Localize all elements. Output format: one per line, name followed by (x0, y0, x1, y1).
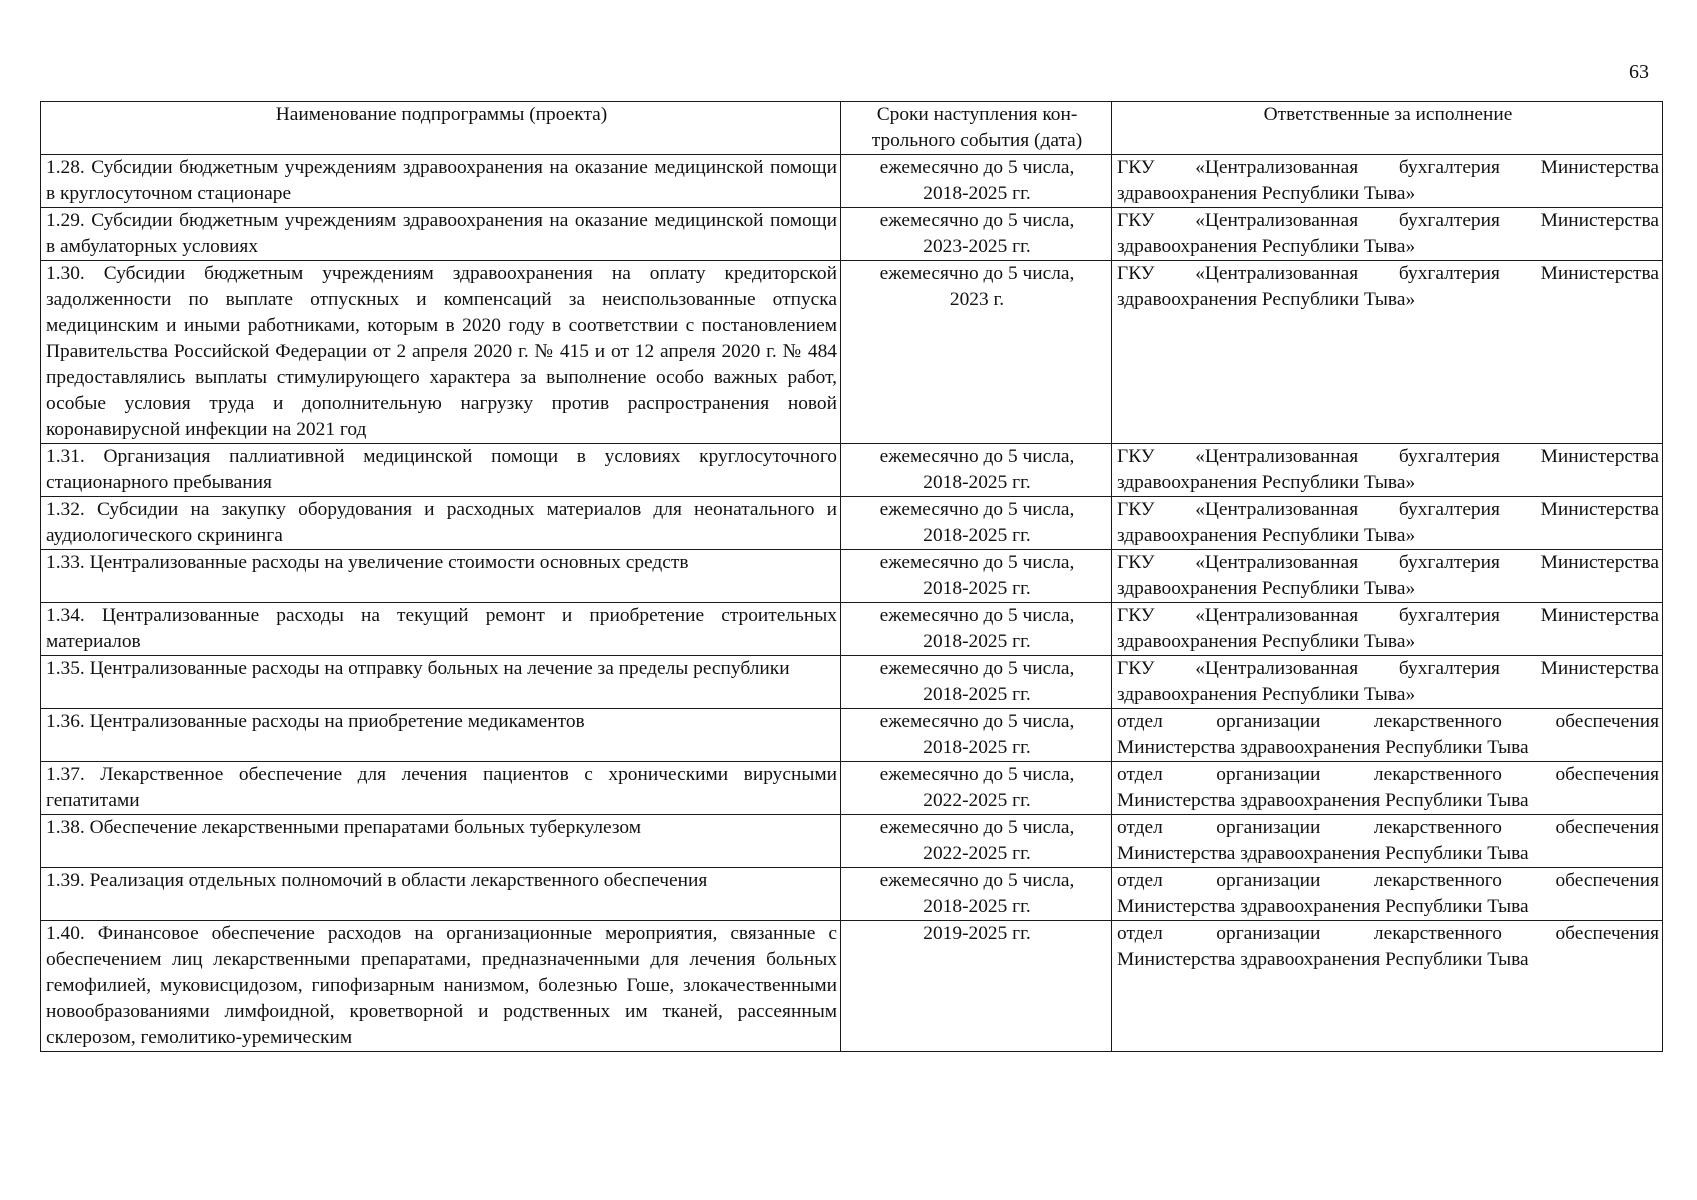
deadline-cell (841, 603, 1112, 656)
table-row (41, 656, 1663, 709)
header-responsible: Ответственные за исполнение (1112, 102, 1663, 155)
responsible-line-2: здравоохранения Республики Тыва» (1117, 684, 1416, 705)
responsible-line-2: здравоохранения Республики Тыва» (1117, 631, 1416, 652)
responsible-cell (1112, 444, 1663, 497)
responsible-line-1: отдел организации лекарственного обеспечения (1117, 711, 1659, 732)
table-row (41, 444, 1663, 497)
responsible-line-2: здравоохранения Республики Тыва» (1117, 525, 1416, 546)
deadline-line-2: 2022-2025 гг. (923, 790, 1031, 811)
responsible-line-2: Министерства здравоохранения Республики Тыва (1117, 896, 1529, 917)
header-term-line-1: Сроки наступления кон- (876, 104, 1078, 125)
responsible-line-2: Министерства здравоохранения Республики Тыва (1117, 949, 1529, 970)
responsible-line-1: ГКУ «Централизованная бухгалтерия Министерства (1117, 605, 1659, 626)
deadline-line-2: 2018-2025 гг. (923, 525, 1031, 546)
subprogram-name: 1.31. Организация паллиативной медицинской помощи в условиях круглосуточного стационарного пребывания (46, 446, 837, 493)
deadline-line-1: ежемесячно до 5 числа, (879, 157, 1075, 178)
deadline-line-1: ежемесячно до 5 числа, (879, 263, 1075, 284)
responsible-line-2: Министерства здравоохранения Республики Тыва (1117, 790, 1529, 811)
subprogram-name: 1.28. Субсидии бюджетным учреждениям здравоохранения на оказание медицинской помощи в круглосуточном стационаре (46, 157, 837, 204)
table-row (41, 762, 1663, 815)
subprogram-name-cell (41, 261, 841, 444)
table-row (41, 709, 1663, 762)
subprogram-name: 1.36. Централизованные расходы на приобретение медикаментов (46, 711, 585, 732)
deadline-line-2: 2018-2025 гг. (923, 896, 1031, 917)
subprogram-name-cell (41, 444, 841, 497)
subprogram-name-cell (41, 155, 841, 208)
deadline-line-1: ежемесячно до 5 числа, (879, 499, 1075, 520)
subprogram-name-cell (41, 709, 841, 762)
deadline-cell (841, 261, 1112, 444)
responsible-cell (1112, 815, 1663, 868)
deadline-line-2: 2018-2025 гг. (923, 578, 1031, 599)
responsible-cell (1112, 155, 1663, 208)
table-row (41, 208, 1663, 261)
deadline-line-1: ежемесячно до 5 числа, (879, 552, 1075, 573)
deadline-line-1: ежемесячно до 5 числа, (879, 446, 1075, 467)
deadline-line-2: 2023 г. (949, 289, 1005, 310)
table-header-row (41, 102, 1663, 155)
deadline-line-1: ежемесячно до 5 числа, (879, 870, 1075, 891)
subprogram-name-cell (41, 656, 841, 709)
subprogram-name-cell (41, 815, 841, 868)
table-row (41, 155, 1663, 208)
responsible-line-1: отдел организации лекарственного обеспечения (1117, 923, 1659, 944)
responsible-cell (1112, 656, 1663, 709)
table-body (41, 155, 1663, 1052)
deadline-line-2: 2018-2025 гг. (923, 183, 1031, 204)
subprogram-name-cell (41, 208, 841, 261)
subprogram-name: 1.38. Обеспечение лекарственными препаратами больных туберкулезом (46, 817, 641, 838)
subprogram-name: 1.35. Централизованные расходы на отправку больных на лечение за пределы республики (46, 658, 790, 679)
responsible-cell (1112, 497, 1663, 550)
deadline-line-1: ежемесячно до 5 числа, (879, 711, 1075, 732)
subprogram-name: 1.33. Централизованные расходы на увеличение стоимости основных средств (46, 552, 689, 573)
subprogram-name: 1.34. Централизованные расходы на текущий ремонт и приобретение строительных материалов (46, 605, 837, 652)
deadline-line-2: 2022-2025 гг. (923, 843, 1031, 864)
deadline-cell (841, 921, 1112, 1052)
subprogram-name: 1.32. Субсидии на закупку оборудования и расходных материалов для неонатального и аудиологического скрининга (46, 499, 837, 546)
responsible-line-2: Министерства здравоохранения Республики Тыва (1117, 843, 1529, 864)
table-row (41, 497, 1663, 550)
deadline-cell (841, 709, 1112, 762)
responsible-cell (1112, 208, 1663, 261)
responsible-line-2: здравоохранения Республики Тыва» (1117, 578, 1416, 599)
responsible-cell (1112, 550, 1663, 603)
responsible-line-1: отдел организации лекарственного обеспечения (1117, 870, 1659, 891)
responsible-line-1: ГКУ «Централизованная бухгалтерия Министерства (1117, 210, 1659, 231)
deadline-line-1: ежемесячно до 5 числа, (879, 817, 1075, 838)
responsible-line-2: Министерства здравоохранения Республики Тыва (1117, 737, 1529, 758)
subprogram-name-cell (41, 550, 841, 603)
responsible-cell (1112, 762, 1663, 815)
responsible-line-2: здравоохранения Республики Тыва» (1117, 472, 1416, 493)
subprogram-name-cell (41, 762, 841, 815)
subprogram-name: 1.37. Лекарственное обеспечение для лечения пациентов с хроническими вирусными гепатитами (46, 764, 837, 811)
deadline-cell (841, 155, 1112, 208)
table-row (41, 921, 1663, 1052)
header-name: Наименование подпрограммы (проекта) (41, 102, 841, 155)
deadline-cell (841, 762, 1112, 815)
deadline-line-2: 2018-2025 гг. (923, 737, 1031, 758)
deadline-line-1: ежемесячно до 5 числа, (879, 658, 1075, 679)
deadline-line-2: 2023-2025 гг. (923, 236, 1031, 257)
responsible-line-1: ГКУ «Централизованная бухгалтерия Министерства (1117, 552, 1659, 573)
responsible-line-1: ГКУ «Централизованная бухгалтерия Министерства (1117, 446, 1659, 467)
subprogram-name: 1.39. Реализация отдельных полномочий в области лекарственного обеспечения (46, 870, 708, 891)
deadline-cell (841, 656, 1112, 709)
responsible-line-1: отдел организации лекарственного обеспечения (1117, 764, 1659, 785)
deadline-cell (841, 815, 1112, 868)
page-number: 63 (1629, 61, 1649, 83)
responsible-line-1: отдел организации лекарственного обеспечения (1117, 817, 1659, 838)
header-term (841, 102, 1112, 155)
responsible-line-1: ГКУ «Централизованная бухгалтерия Министерства (1117, 263, 1659, 284)
deadline-line-1: ежемесячно до 5 числа, (879, 764, 1075, 785)
responsible-cell (1112, 261, 1663, 444)
responsible-line-1: ГКУ «Централизованная бухгалтерия Министерства (1117, 157, 1659, 178)
responsible-line-2: здравоохранения Республики Тыва» (1117, 236, 1416, 257)
program-events-table (40, 101, 1663, 1052)
deadline-line-1: ежемесячно до 5 числа, (879, 605, 1075, 626)
subprogram-name-cell (41, 497, 841, 550)
table-row (41, 815, 1663, 868)
responsible-cell (1112, 868, 1663, 921)
subprogram-name: 1.29. Субсидии бюджетным учреждениям здравоохранения на оказание медицинской помощи в амбулаторных условиях (46, 210, 837, 257)
subprogram-name-cell (41, 921, 841, 1052)
responsible-cell (1112, 921, 1663, 1052)
table-row (41, 261, 1663, 444)
deadline-line-2: 2018-2025 гг. (923, 631, 1031, 652)
responsible-line-1: ГКУ «Централизованная бухгалтерия Министерства (1117, 658, 1659, 679)
responsible-line-1: ГКУ «Централизованная бухгалтерия Министерства (1117, 499, 1659, 520)
deadline-line-2: 2018-2025 гг. (923, 684, 1031, 705)
responsible-line-2: здравоохранения Республики Тыва» (1117, 183, 1416, 204)
deadline-line-2: 2018-2025 гг. (923, 472, 1031, 493)
responsible-cell (1112, 603, 1663, 656)
table-row (41, 603, 1663, 656)
table-row (41, 550, 1663, 603)
deadline-cell (841, 497, 1112, 550)
deadline-cell (841, 208, 1112, 261)
deadline-line-1: 2019-2025 гг. (923, 923, 1031, 944)
subprogram-name: 1.40. Финансовое обеспечение расходов на организационные мероприятия, связанные с обеспечением лиц лекарственными препаратами, предназначенными для лечения больных гемофилией, муковисцидозом, гипофизарным нанизмом, болезнью Гоше, злокачественными новообразованиями лимфоидной, кроветворной и родственных им тканей, рассеянным склерозом, гемолитико-уремическим (46, 923, 837, 1048)
responsible-line-2: здравоохранения Республики Тыва» (1117, 289, 1416, 310)
deadline-cell (841, 444, 1112, 497)
responsible-cell (1112, 709, 1663, 762)
header-term-line-2: трольного события (дата) (871, 130, 1083, 151)
subprogram-name-cell (41, 603, 841, 656)
deadline-cell (841, 550, 1112, 603)
deadline-line-1: ежемесячно до 5 числа, (879, 210, 1075, 231)
subprogram-name: 1.30. Субсидии бюджетным учреждениям здравоохранения на оплату кредиторской задолженности по выплате отпускных и компенсаций за неиспользованные отпуска медицинским и иными работниками, которым в 2020 году в соответствии с постановлением Правительства Российской Федерации от 2 апреля 2020 г. № 415 и от 12 апреля 2020 г. № 484 предоставлялись выплаты стимулирующего характера за выполнение особо важных работ, особые условия труда и дополнительную нагрузку против распространения новой коронавирусной инфекции на 2021 год (46, 263, 837, 440)
subprogram-name-cell (41, 868, 841, 921)
table-row (41, 868, 1663, 921)
deadline-cell (841, 868, 1112, 921)
